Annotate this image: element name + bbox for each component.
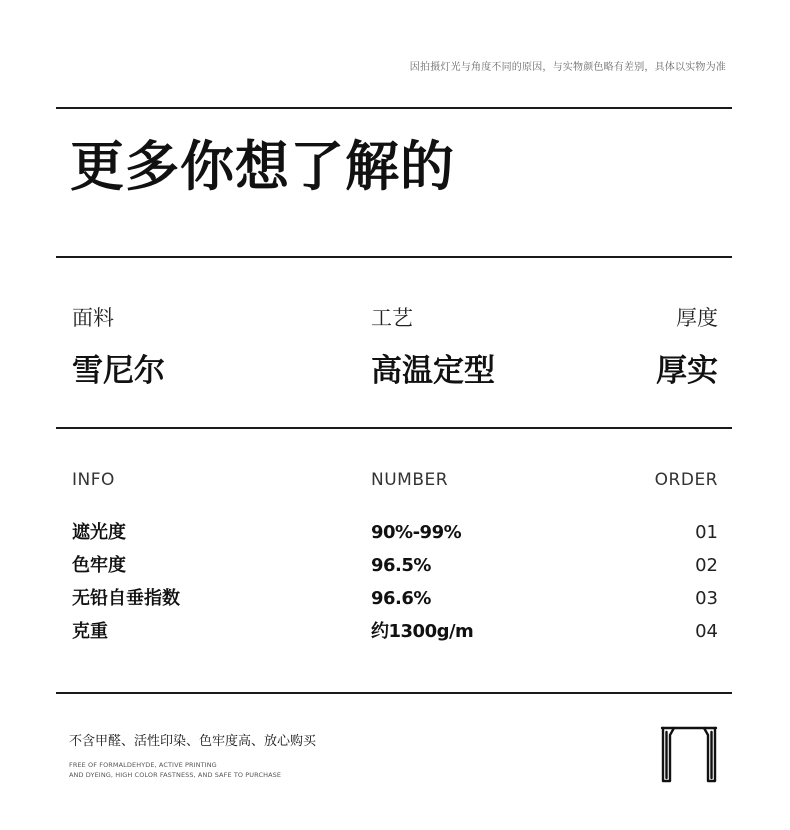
divider-top bbox=[56, 107, 732, 109]
spec-row bbox=[72, 588, 718, 621]
spec-order: 01 bbox=[695, 522, 718, 543]
spec-order: 04 bbox=[695, 621, 718, 642]
photo-disclaimer: 因拍摄灯光与角度不同的原因，与实物颜色略有差别，具体以实物为准 bbox=[409, 62, 726, 73]
spec-order: 02 bbox=[695, 555, 718, 576]
footer-tagline-english bbox=[69, 760, 281, 780]
divider-properties bbox=[56, 427, 732, 429]
spec-name: 色牢度 bbox=[72, 555, 126, 576]
footer-tagline: 不含甲醛、活性印染、色牢度高、放心购买 bbox=[69, 734, 317, 749]
property-value: 雪尼尔 bbox=[72, 353, 165, 389]
spec-name: 克重 bbox=[72, 621, 108, 642]
spec-row bbox=[72, 555, 718, 588]
page-headline: 更多你想了解的 bbox=[70, 135, 455, 198]
divider-footer bbox=[56, 692, 732, 694]
spec-order: 03 bbox=[695, 588, 718, 609]
divider-headline bbox=[56, 256, 732, 258]
property-label: 工艺 bbox=[371, 306, 413, 330]
property-value: 高温定型 bbox=[371, 353, 495, 389]
spec-name: 无铅自垂指数 bbox=[72, 588, 180, 609]
spec-value: 96.6% bbox=[371, 588, 431, 609]
property-thickness bbox=[518, 308, 718, 387]
property-label: 面料 bbox=[72, 306, 114, 330]
spec-value: 96.5% bbox=[371, 555, 431, 576]
spec-row bbox=[72, 621, 718, 654]
spec-table bbox=[72, 522, 718, 654]
footer-english-line: AND DYEING, HIGH COLOR FASTNESS, AND SAFE TO PURCHASE bbox=[69, 771, 282, 779]
property-value: 厚实 bbox=[656, 353, 718, 389]
column-header-number: NUMBER bbox=[371, 470, 449, 490]
spec-name: 遮光度 bbox=[72, 522, 126, 543]
column-header-info: INFO bbox=[72, 470, 115, 490]
property-label: 厚度 bbox=[676, 306, 718, 330]
footer-english-line: FREE OF FORMALDEHYDE, ACTIVE PRINTING bbox=[69, 761, 217, 769]
spec-value: 90%-99% bbox=[371, 522, 462, 543]
curtain-icon bbox=[660, 725, 718, 785]
spec-value: 约1300g/m bbox=[371, 621, 474, 642]
spec-row bbox=[72, 522, 718, 555]
column-header-order: ORDER bbox=[654, 470, 718, 490]
property-fabric bbox=[72, 308, 372, 387]
